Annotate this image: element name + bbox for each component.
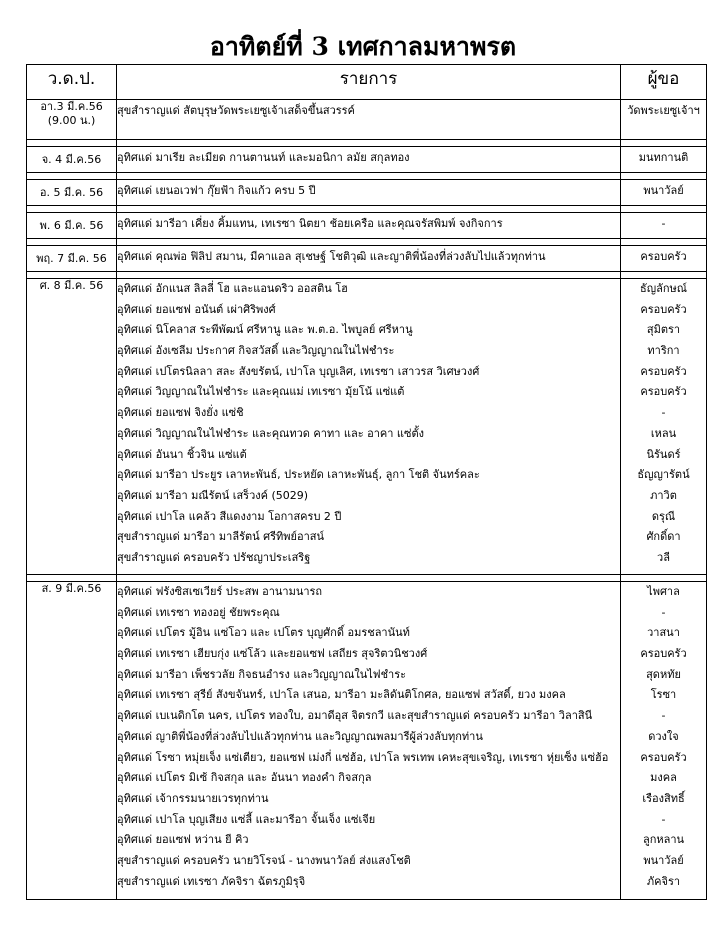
intention-text: อุทิศแด่ ญาติพี่น้องที่ล่วงลับไปแล้วทุกท่าน และวิญญาณพลมารีผู้ล่วงลับทุกท่าน <box>117 729 483 743</box>
intention-text: อุทิศแด่ วิญญาณในไฟชำระ และคุณแม่ เทเรซา มุ้ยโน้ แซ่แต้ <box>117 385 405 399</box>
day-date: ส. 9 มี.ค.56 <box>41 582 102 595</box>
intention-giver: ครอบครัว <box>640 647 687 661</box>
schedule-day-row <box>27 180 707 206</box>
intention-text: อุทิศแด่ วิญญาณในไฟชำระ และคุณทวด คาทา และ อาคา แซ่ตั้ง <box>117 426 424 440</box>
day-date: จ. 4 มี.ค.56 <box>41 153 102 166</box>
day-date-cell <box>27 180 117 206</box>
spacer-cell <box>621 272 707 279</box>
spacer-cell <box>117 239 621 246</box>
intention-giver: ดวงใจ <box>648 729 679 743</box>
row-spacer <box>27 206 707 213</box>
intention-text: อุทิศแด่ คุณพ่อ ฟิลิป สมาน, มีคาแอล สุเชษฐ์ โชติวุฒิ และญาติพี่น้องที่ล่วงลับไปแล้วทุกท่าน <box>117 250 546 263</box>
intention-giver: โรซา <box>650 688 677 702</box>
intention-text: อุทิศแด่ มารีอา ประยูร เลาหะพันธ์, ประหยัด เลาหะพันธุ์, ลูกา โชติ จันทร์คละ <box>117 468 480 482</box>
day-date: อา.3 มี.ค.56 <box>40 100 103 113</box>
intention-text: อุทิศแด่ ฟรังซิสเซเวียร์ ประสพ อานามนารถ <box>117 585 323 598</box>
spacer-cell <box>27 272 117 279</box>
intentions-cell <box>117 582 621 900</box>
intention-text: สุขสำราญแด่ มารีอา มาลีรัตน์ ศรีทิพย์อาสน์ <box>117 530 325 544</box>
intention-text: อุทิศแด่ เบเนดิกโต นคร, เปโตร ทองใบ, อมาดีอุส จิตรกวี และสุขสำราญแด่ ครอบครัว มารีอา วิลาสินี <box>117 709 593 723</box>
intentions-cell <box>117 279 621 575</box>
intention-giver: พนาวัลย์ <box>643 853 684 867</box>
row-spacer <box>27 239 707 246</box>
items-column-header: รายการ <box>117 65 621 100</box>
intention-giver: ศักดิ์ดา <box>646 530 681 544</box>
intention-text: อุทิศแด่ เปาโล แคล้ว สีแดงงาม โอกาสครบ 2 ปี <box>117 509 342 523</box>
intention-giver: - <box>661 406 666 420</box>
giver-cell <box>621 180 707 206</box>
intention-giver: ธัญลักษณ์ <box>640 282 687 295</box>
intention-giver: - <box>661 812 666 826</box>
giver-cell <box>621 279 707 575</box>
giver-cell <box>621 213 707 239</box>
intention-text: อุทิศแด่ ยอแซฟ อนันต์ เผ่าศิริพงศ์ <box>117 302 276 316</box>
day-date: ศ. 8 มี.ค. 56 <box>39 279 104 292</box>
spacer-cell <box>117 206 621 213</box>
intention-giver: เรืองสิทธิ์ <box>642 791 685 805</box>
intention-giver: ครอบครัว <box>640 250 687 263</box>
intention-giver: - <box>661 217 666 230</box>
day-date-cell <box>27 246 117 272</box>
intentions-cell <box>117 100 621 140</box>
spacer-cell <box>27 206 117 213</box>
spacer-cell <box>621 239 707 246</box>
intention-text: อุทิศแด่ เทเรซา สุรีย์ สังขจันทร์, เปาโล เสนอ, มารีอา มะลิดันติโกศล, ยอแซฟ สวัสดิ์, ยวง มงคล <box>117 688 566 702</box>
intention-text: สุขสำราญแด่ ครอบครัว ปรัชญาประเสริฐ <box>117 550 311 564</box>
schedule-day-row <box>27 213 707 239</box>
intention-text: อุทิศแด่ อันนา ชิ้วจิน แซ่แต้ <box>117 447 247 461</box>
intention-giver: ภาวิต <box>650 488 677 502</box>
giver-column-header: ผู้ขอ <box>621 65 707 100</box>
intentions-cell <box>117 213 621 239</box>
intention-giver: สุมิตรา <box>646 323 681 337</box>
intention-giver: - <box>661 605 666 619</box>
day-date-cell <box>27 100 117 140</box>
spacer-cell <box>117 575 621 582</box>
spacer-cell <box>621 140 707 147</box>
intention-giver: มนทกานติ <box>638 151 689 164</box>
spacer-cell <box>117 173 621 180</box>
intention-giver: ธัญญารัตน์ <box>637 468 690 482</box>
table-header-row <box>27 65 707 100</box>
intention-text: อุทิศแด่ เจ้ากรรมนายเวรทุกท่าน <box>117 791 269 805</box>
intention-text: อุทิศแด่ มารีอา มณีรัตน์ เสร็วงค์ (5029) <box>117 488 309 502</box>
schedule-day-row <box>27 246 707 272</box>
intention-text: อุทิศแด่ เยนอเวฟา กุ๊ยฟ้า กิจแก้ว ครบ 5 ปี <box>117 184 316 197</box>
schedule-day-row <box>27 582 707 900</box>
spacer-cell <box>27 239 117 246</box>
intention-giver: ครอบครัว <box>640 385 687 399</box>
intention-giver: วาสนา <box>647 626 680 640</box>
intention-giver: วลี <box>657 550 670 564</box>
intention-text: อุทิศแด่ อังเซลีม ประกาศ กิจสวัสดิ์ และวิญญาณในไฟชำระ <box>117 344 395 358</box>
schedule-day-row <box>27 147 707 173</box>
day-date: พ. 6 มี.ค. 56 <box>39 219 104 232</box>
intention-text: อุทิศแด่ เทเรซา ทองอยู่ ชัยพระคุณ <box>117 605 280 619</box>
mass-time: (9.00 น.) <box>47 114 96 127</box>
intention-giver: ลูกหลาน <box>642 833 685 847</box>
day-date: อ. 5 มี.ค. 56 <box>39 186 104 199</box>
intentions-cell <box>117 147 621 173</box>
spacer-cell <box>621 575 707 582</box>
intention-text: อุทิศแด่ โรซา หมุ่ยเจ็ง แซ่เตียว, ยอแซฟ เม่งกี่ แซ่ฮ้อ, เปาโล พรเทพ เคหะสุขเจริญ, เทเรซา หุ่ยเซ็ง แซ่ฮ้อ <box>117 750 609 764</box>
page-title: อาทิตย์ที่ 3 เทศกาลมหาพรต <box>209 32 517 61</box>
schedule-day-row <box>27 100 707 140</box>
intention-giver: ไพศาล <box>647 585 680 598</box>
intention-giver: สุดหทัย <box>646 667 681 681</box>
row-spacer <box>27 173 707 180</box>
intention-giver: เหลน <box>650 426 677 440</box>
spacer-cell <box>27 140 117 147</box>
intention-giver: นิรันดร์ <box>646 447 681 461</box>
giver-cell <box>621 246 707 272</box>
spacer-cell <box>27 173 117 180</box>
day-date-cell <box>27 582 117 900</box>
intention-giver: พนาวัลย์ <box>643 184 684 197</box>
intention-text: อุทิศแด่ มารีอา เคี่ยง คิ้มแทน, เทเรซา นิตยา ช้อยเครือ และคุณจรัสพิมพ์ จงกิจการ <box>117 217 503 230</box>
spacer-cell <box>621 206 707 213</box>
spacer-cell <box>117 272 621 279</box>
intention-giver: ภัคจิรา <box>646 874 681 888</box>
giver-cell <box>621 147 707 173</box>
row-spacer <box>27 575 707 582</box>
intention-text: สุขสำราญแด่ สัตบุรุษวัดพระเยซูเจ้าเสด็จขึ้นสวรรค์ <box>117 104 355 117</box>
intention-giver: ทาริกา <box>647 344 680 358</box>
intention-text: อุทิศแด่ นิโคลาส ระพีพัฒน์ ศรีหานู และ พ.ต.อ. ไพบูลย์ ศรีหานู <box>117 323 413 337</box>
intention-text: อุทิศแด่ มาเรีย ละเมียด กานตานนท์ และมอนิกา ลมัย สกุลทอง <box>117 151 410 164</box>
intention-text: อุทิศแด่ ยอแซฟ หว่าน ยี คิว <box>117 833 249 847</box>
intention-text: สุขสำราญแด่ เทเรซา ภัคจิรา ฉัตรภูมิรุจิ <box>117 874 306 888</box>
intention-giver: มงคล <box>650 771 677 785</box>
date-column-header: ว.ด.ป. <box>27 65 117 100</box>
giver-cell <box>621 100 707 140</box>
day-date: พฤ. 7 มี.ค. 56 <box>36 252 107 265</box>
intentions-cell <box>117 180 621 206</box>
intention-giver: ครอบครัว <box>640 364 687 378</box>
intention-text: อุทิศแด่ เปโตร มิเซ้ กิจสกุล และ อันนา ทองคำ กิจสกุล <box>117 771 372 785</box>
intention-text: อุทิศแด่ ยอแซฟ จิงยั่ง แซ่ชิ <box>117 406 244 420</box>
spacer-cell <box>117 140 621 147</box>
day-date-cell <box>27 279 117 575</box>
intention-giver: ครอบครัว <box>640 750 687 764</box>
day-date-cell <box>27 147 117 173</box>
intention-giver: ครอบครัว <box>640 302 687 316</box>
spacer-cell <box>621 173 707 180</box>
intentions-cell <box>117 246 621 272</box>
giver-cell <box>621 582 707 900</box>
intention-text: อุทิศแด่ เปโตรนิลลา สละ สังขรัตน์, เปาโล บุญเลิศ, เทเรซา เสาวรส วิเศษวงศ์ <box>117 364 480 378</box>
row-spacer <box>27 272 707 279</box>
intention-text: อุทิศแด่ อักแนส ลิลลี่ โฮ และแอนดริว ออสติน โฮ <box>117 282 348 295</box>
mass-intentions-table <box>26 64 707 900</box>
spacer-cell <box>27 575 117 582</box>
intention-text: อุทิศแด่ เทเรซา เฮียบกุ่ง แซ่โล้ว และยอแซฟ เสถียร สุจริตวนิชวงศ์ <box>117 647 428 661</box>
row-spacer <box>27 140 707 147</box>
intention-giver: - <box>661 709 666 723</box>
intention-text: อุทิศแด่ เปาโล บุญเสียง แซ่ลี้ และมารีอา จั้นเจ็ง แซ่เจีย <box>117 812 376 826</box>
intention-giver: ดรุณี <box>651 509 676 523</box>
intention-text: สุขสำราญแด่ ครอบครัว นายวิโรจน์ - นางพนาวัลย์ ส่งแสงโชติ <box>117 853 411 867</box>
intention-giver: วัดพระเยซูเจ้าฯ <box>627 104 700 117</box>
intention-text: อุทิศแด่ เปโตร มู้อิน แซ่โอว และ เปโตร บุญศักดิ์ อมรชลานันท์ <box>117 626 410 640</box>
schedule-day-row <box>27 279 707 575</box>
day-date-cell <box>27 213 117 239</box>
intention-text: อุทิศแด่ มารีอา เพ็ชรวลัย กิจธนอำรง และวิญญาณในไฟชำระ <box>117 667 407 681</box>
